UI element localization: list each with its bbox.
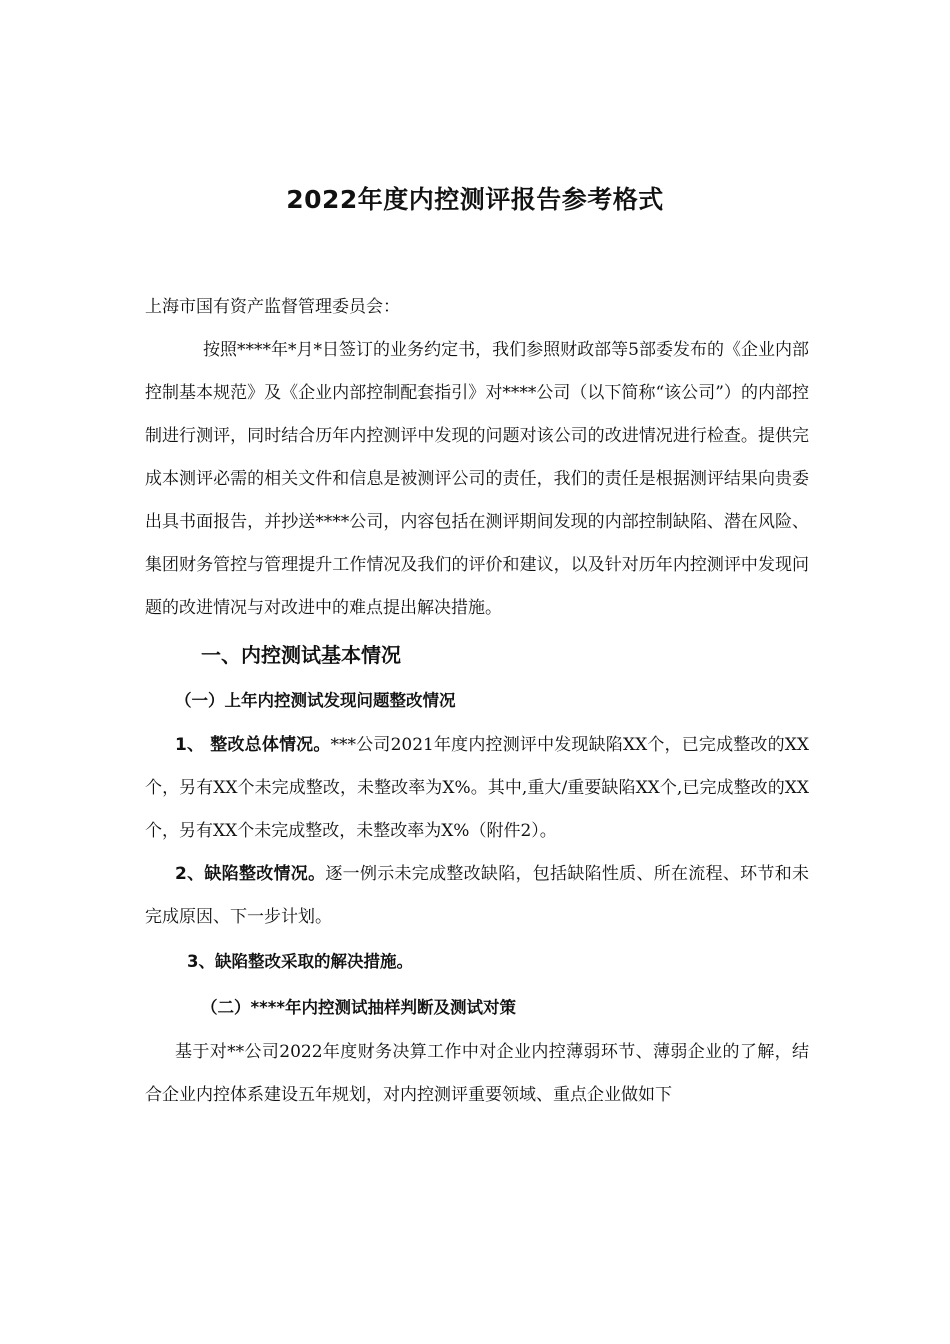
item-1-paragraph	[145, 724, 809, 853]
document-body	[145, 286, 809, 1117]
item-2-paragraph	[145, 853, 809, 939]
section-heading: 一、内控测试基本情况	[201, 643, 401, 667]
item-2-label: 2、缺陷整改情况。	[175, 864, 326, 884]
item-3-heading: 3、缺陷整改采取的解决措施。	[187, 952, 413, 971]
closing-paragraph: 基于对**公司2022年度财务决算工作中对企业内控薄弱环节、薄弱企业的了解，结合企业内控体系建设五年规划，对内控测评重要领域、重点企业做如下	[145, 1042, 809, 1105]
item-1-text: ***公司2021年度内控测评中发现缺陷XX个，已完成整改的XX个，另有XX个未完成整改，未整改率为X%。其中,重大/重要缺陷XX个,已完成整改的XX个，另有XX个未完成整改，未整改率为X%（附件2）。	[145, 735, 809, 841]
intro-paragraph: 按照****年*月*日签订的业务约定书，我们参照财政部等5部委发布的《企业内部控制基本规范》及《企业内部控制配套指引》对****公司（以下简称“该公司”）的内部控制进行测评，同时结合历年内控测评中发现的问题对该公司的改进情况进行检查。提供完成本测评必需的相关文件和信息是被测评公司的责任，我们的责任是根据测评结果向贵委出具书面报告，并抄送****公司，内容包括在测评期间发现的内部控制缺陷、潜在风险、集团财务管控与管理提升工作情况及我们的评价和建议，以及针对历年内控测评中发现问题的改进情况与对改进中的难点提出解决措施。	[145, 340, 809, 618]
document-title: 2022年度内控测评报告参考格式	[286, 185, 664, 214]
item-1-label: 1、 整改总体情况。	[175, 735, 331, 755]
item-2-text: 逐一例示未完成整改缺陷，包括缺陷性质、所在流程、环节和未完成原因、下一步计划。	[145, 864, 809, 927]
subsection-heading-2: （二）****年内控测试抽样判断及测试对策	[201, 998, 517, 1017]
subsection-heading-1: （一）上年内控测试发现问题整改情况	[175, 691, 456, 710]
salutation: 上海市国有资产监督管理委员会：	[145, 297, 400, 317]
